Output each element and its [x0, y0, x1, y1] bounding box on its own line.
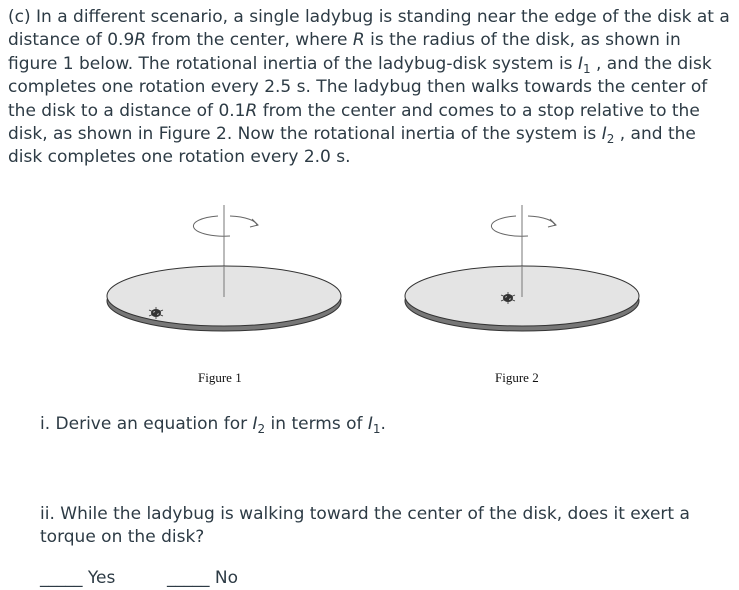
question-ii: ii. While the ladybug is walking toward the center of the disk, does it exert a torque on the disk? [40, 504, 690, 547]
yes-label: Yes [87, 568, 116, 588]
answer-no[interactable] [167, 567, 238, 590]
rotation-arrow-icon [491, 216, 556, 236]
no-label: No [214, 568, 239, 588]
figure-2-label: Figure 2 [495, 370, 539, 385]
figure-1-label: Figure 1 [198, 370, 242, 385]
rotation-arrow-icon [193, 216, 258, 236]
yes-blank[interactable]: _____ [40, 568, 83, 588]
answer-yes[interactable] [40, 567, 115, 590]
problem-intro: (c) In a different scenario, a single ladybug is standing near the edge of the disk at a distance of 0.9R from the center, where R is the radius of the disk, as shown in figure 1 below. The rotational inertia of the ladybug-disk system is $I_1$ , and the disk completes one rotation every 2.5 s. The ladybug then walks towards the center of the disk to a distance of 0.1R from the center and comes to a stop relative to the disk, as shown in Figure 2. Now the rotational inertia of the system is $I_2$ , and the disk completes one rotation every 2.0 s. [8, 7, 730, 168]
figure-2-disk [398, 205, 648, 335]
no-blank[interactable]: _____ [167, 568, 210, 588]
figure-1-disk [100, 205, 350, 335]
question-i: i. Derive an equation for $I_2$ in terms of $I_1$. [40, 414, 386, 436]
